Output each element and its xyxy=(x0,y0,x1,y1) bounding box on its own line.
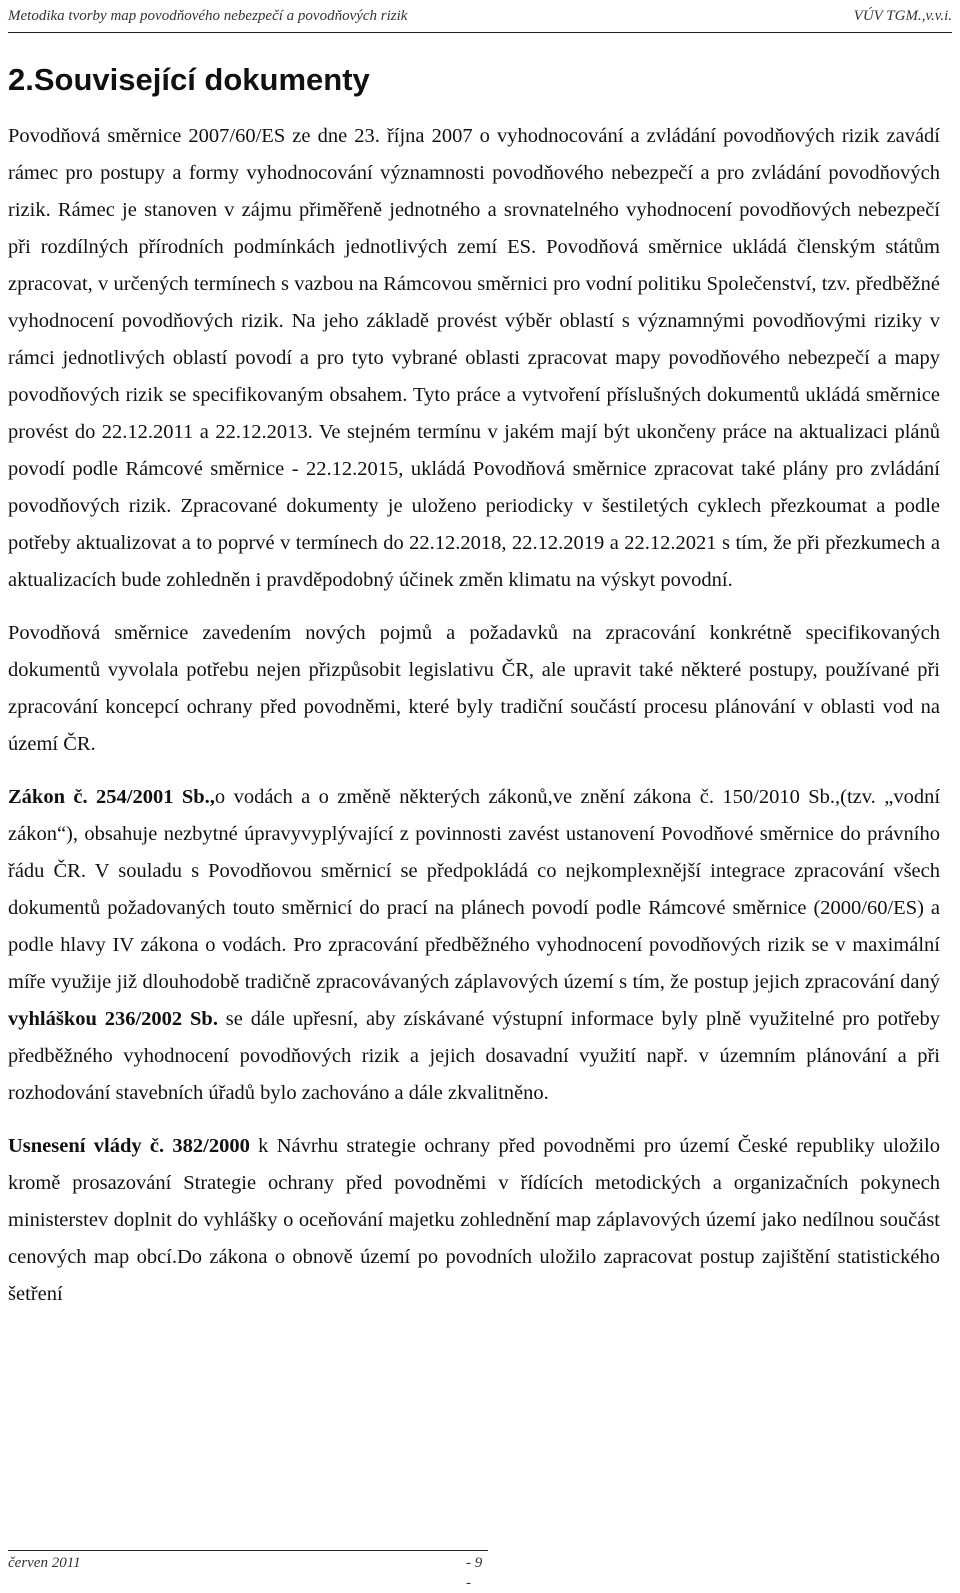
page-number: - 9 - xyxy=(466,1555,483,1591)
water-act-text-continued: se dále upřesní, aby získávané výstupní informace byly plně využitelné pro potřeby předběžného vyhodnocení povodňových rizik a jejich dosavadní využití např. v územním plánování a při rozhodování stavebních úřadů bylo zachováno a dále zkvalitněno. xyxy=(8,1008,940,1104)
header-institution: VÚV TGM.,v.v.i. xyxy=(853,8,952,24)
body-text xyxy=(8,118,940,1329)
running-footer xyxy=(8,1550,488,1591)
resolution-reference: Usnesení vlády č. 382/2000 xyxy=(8,1135,250,1157)
paragraph-directive: Povodňová směrnice 2007/60/ES ze dne 23. října 2007 o vyhodnocování a zvládání povodňových rizik zavádí rámec pro postupy a formy vyhodnocování významnosti povodňového nebezpečí a pro zvládání povodňových rizik. Rámec je stanoven v zájmu přiměřeně jednotného a srovnatelného vyhodnocení povodňových nebezpečí při rozdílných přírodních podmínkách jednotlivých zemí ES. Povodňová směrnice ukládá členským státům zpracovat, v určených termínech s vazbou na Rámcovou směrnici pro vodní politiku Společenství, tzv. předběžné vyhodnocení povodňových rizik. Na jeho základě provést výběr oblastí s významnými povodňovými riziky v rámci jednotlivých oblastí povodí a pro tyto vybrané oblasti zpracovat mapy povodňového nebezpečí a mapy povodňových rizik se specifikovaným obsahem. Tyto práce a vytvoření příslušných dokumentů ukládá směrnice provést do 22.12.2011 a 22.12.2013. Ve stejném termínu v jakém mají být ukončeny práce na aktualizaci plánů povodí podle Rámcové směrnice - 22.12.2015, ukládá Povodňová směrnice zpracovat také plány pro zvládání povodňových rizik. Zpracované dokumenty je uloženo periodicky v šestiletých cyklech přezkoumat a podle potřeby aktualizovat a to poprvé v termínech do 22.12.2018, 22.12.2019 a 22.12.2021 s tím, že při přezkumech a aktualizacích bude zohledněn i pravděpodobný účinek změn klimatu na výskyt povodní. xyxy=(8,125,940,591)
water-act-reference: Zákon č. 254/2001 Sb., xyxy=(8,786,215,808)
running-header xyxy=(8,6,952,33)
paragraph-new-concepts: Povodňová směrnice zavedením nových pojmů a požadavků na zpracování konkrétně specifikovaných dokumentů vyvolala potřebu nejen přizpůsobit legislativu ČR, ale upravit také některé postupy, používané při zpracování koncepcí ochrany před povodněmi, které byly tradiční součástí procesu plánování v oblasti vod na území ČR. xyxy=(8,622,940,755)
paragraph-government-resolution xyxy=(8,1128,940,1313)
decree-reference: vyhláškou 236/2002 Sb. xyxy=(8,1008,218,1030)
header-title: Metodika tvorby map povodňového nebezpečí a povodňových rizik xyxy=(8,8,408,24)
resolution-text: k Návrhu strategie ochrany před povodněmi pro území České republiky uložilo kromě prosazování Strategie ochrany před povodněmi v řídících metodických a organizačních pokynech ministerstev doplnit do vyhlášky o oceňování majetku zohlednění map záplavových území jako nedílnou součást cenových map obcí.Do zákona o obnově území po povodních uložilo zapracovat postup zajištění statistického šetření xyxy=(8,1135,940,1305)
paragraph-water-act xyxy=(8,779,940,1112)
footer-date: červen 2011 xyxy=(8,1555,81,1571)
section-title: 2.Související dokumenty xyxy=(8,62,370,97)
water-act-text: o vodách a o změně některých zákonů,ve znění zákona č. 150/2010 Sb.,(tzv. „vodní zákon“), obsahuje nezbytné úpravyvyplývající z povinnosti zavést ustanovení Povodňové směrnice do právního řádu ČR. V souladu s Povodňovou směrnicí se předpokládá co nejkomplexnější integrace zpracování všech dokumentů požadovaných touto směrnicí do prací na plánech povodí podle Rámcové směrnice (2000/60/ES) a podle hlavy IV zákona o vodách. Pro zpracování předběžného vyhodnocení povodňových rizik se v maximální míře využije již dlouhodobě tradičně zpracovávaných záplavových území s tím, že postup jejich zpracování daný xyxy=(8,786,941,993)
